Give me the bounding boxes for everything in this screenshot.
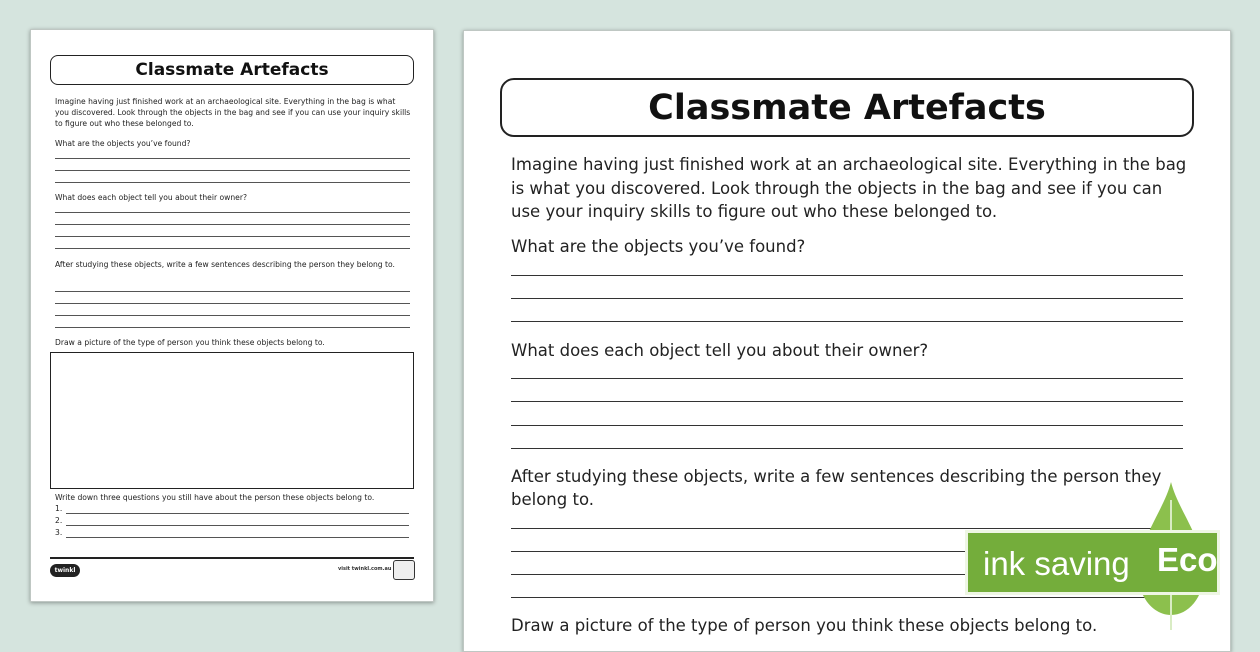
worksheet-intro: Imagine having just finished work at an archaeological site. Everything in the bag is what you discovered. Look through the objects in the bag and see if you can use your inquiry skills to figure out who these belonged to.: [55, 97, 411, 128]
answer-line: [55, 158, 410, 159]
number-label: 3.: [55, 528, 63, 537]
footer-divider: [50, 557, 414, 559]
numbered-answer-row: [55, 504, 411, 515]
worksheet-intro-large: Imagine having just finished work at an archaeological site. Everything in the bag is what you discovered. Look through the objects in the bag and see if you can use your inquiry skills to figure out who these belonged to.: [511, 155, 1187, 221]
answer-line: [55, 182, 410, 183]
question-objects-found: What are the objects you’ve found?: [55, 139, 191, 148]
ink-saving-label: ink saving: [983, 545, 1130, 582]
question-describe-person-large: After studying these objects, write a few sentences describing the person they belong to.: [511, 467, 1162, 509]
answer-line: [511, 321, 1183, 322]
worksheet-thumbnail-page: [30, 29, 434, 602]
footer-url: visit twinkl.com.au: [338, 566, 392, 572]
worksheet-title: Classmate Artefacts: [50, 55, 414, 85]
answer-line: [55, 327, 410, 328]
answer-line: [511, 401, 1183, 402]
ink-saving-eco-badge: [960, 480, 1260, 630]
answer-line: [55, 170, 410, 171]
answer-line: [55, 212, 410, 213]
answer-line: [511, 298, 1183, 299]
answer-line: [55, 236, 410, 237]
number-label: 2.: [55, 516, 63, 525]
question-describe-person: After studying these objects, write a few sentences describing the person they belong to.: [55, 260, 395, 269]
quality-badge-icon: [393, 560, 415, 580]
eco-label: Eco: [1157, 541, 1218, 578]
question-three-questions: Write down three questions you still have about the person these objects belong to.: [55, 493, 375, 502]
question-draw-picture-large: Draw a picture of the type of person you think these objects belong to.: [511, 616, 1098, 635]
question-object-owner: What does each object tell you about their owner?: [55, 193, 247, 202]
answer-line: [55, 303, 410, 304]
answer-line: [511, 275, 1183, 276]
question-draw-picture: Draw a picture of the type of person you think these objects belong to.: [55, 338, 325, 347]
answer-line: [511, 378, 1183, 379]
answer-line: [55, 224, 410, 225]
worksheet-title-large: Classmate Artefacts: [500, 78, 1194, 137]
answer-line: [55, 248, 410, 249]
answer-line: [55, 315, 410, 316]
answer-line: [511, 448, 1183, 449]
answer-line: [511, 425, 1183, 426]
numbered-answer-row: [55, 528, 411, 539]
twinkl-logo: twinkl: [50, 564, 80, 577]
question-objects-found-large: What are the objects you’ve found?: [511, 237, 806, 256]
drawing-box: [50, 352, 414, 489]
number-label: 1.: [55, 504, 63, 513]
answer-line: [55, 291, 410, 292]
numbered-answer-row: [55, 516, 411, 527]
question-object-owner-large: What does each object tell you about their owner?: [511, 341, 929, 360]
